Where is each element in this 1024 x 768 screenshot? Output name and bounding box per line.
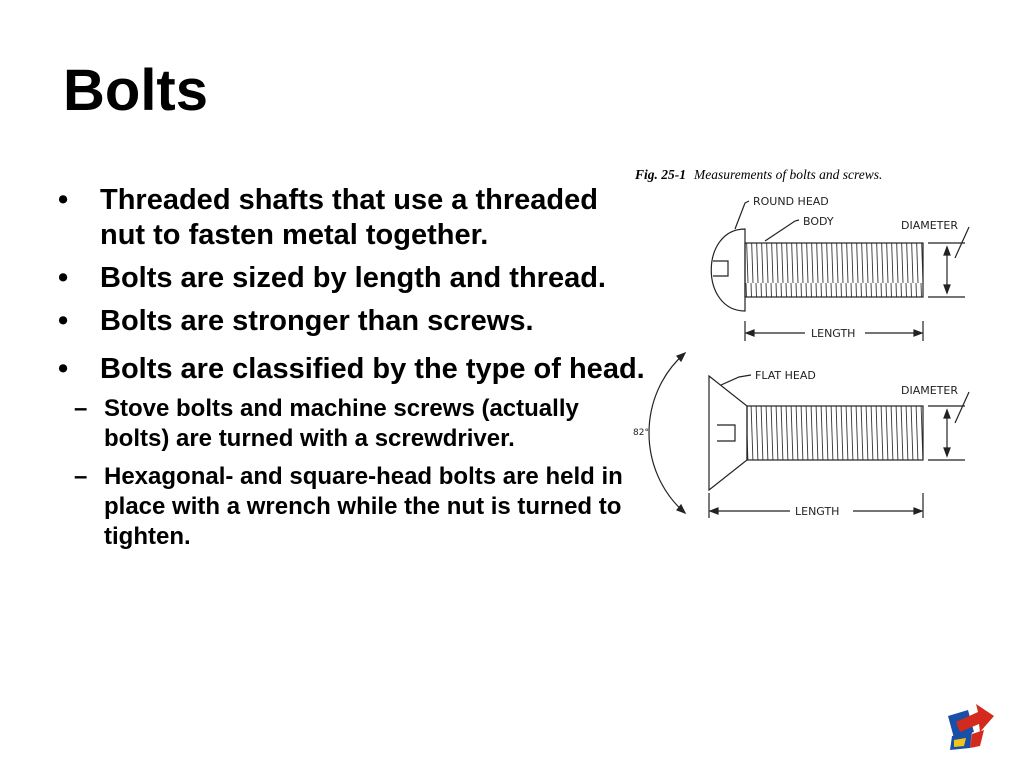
screw-slot [713,261,728,276]
figure-caption-text: Measurements of bolts and screws. [694,167,883,182]
bullet-text: Bolts are classified by the type of head. [100,353,645,385]
sub-bullet-item: – Hexagonal- and square-head bolts are held in place with a wrench while the nut is turned to tighten. [58,462,648,552]
sub-bullet-container [58,394,648,552]
bolt-diagram [625,163,990,548]
slide-title: Bolts [63,58,208,123]
body-label: BODY [803,215,834,228]
flat-head-shape [709,376,747,490]
publisher-logo-icon [944,702,996,752]
bullet-item: • Bolts are stronger than screws. [58,304,648,339]
screw-slot [717,425,735,441]
length-label: LENGTH [811,327,856,340]
sub-bullet-item: – Stove bolts and machine screws (actually bolts) are turned with a screwdriver. [58,394,648,454]
angle-label: 82° [633,428,649,438]
flat-bolt-body [747,406,923,460]
diameter-label: DIAMETER [901,384,958,397]
bullet-item: • Threaded shafts that use a threaded nut to fasten metal together. [58,183,648,253]
flat-head-label: FLAT HEAD [755,369,816,382]
bullet-item: • Bolts are sized by length and thread. [58,261,648,296]
round-bolt-body [745,243,923,297]
round-head-label: ROUND HEAD [753,195,829,208]
diameter-label: DIAMETER [901,219,958,232]
figure-number: Fig. 25-1 [635,167,687,182]
length-label: LENGTH [795,505,840,518]
bullet-list [58,183,648,560]
bullet-item [58,347,648,392]
bolt-measurement-figure [625,163,990,548]
sub-bullet-list [58,394,648,552]
